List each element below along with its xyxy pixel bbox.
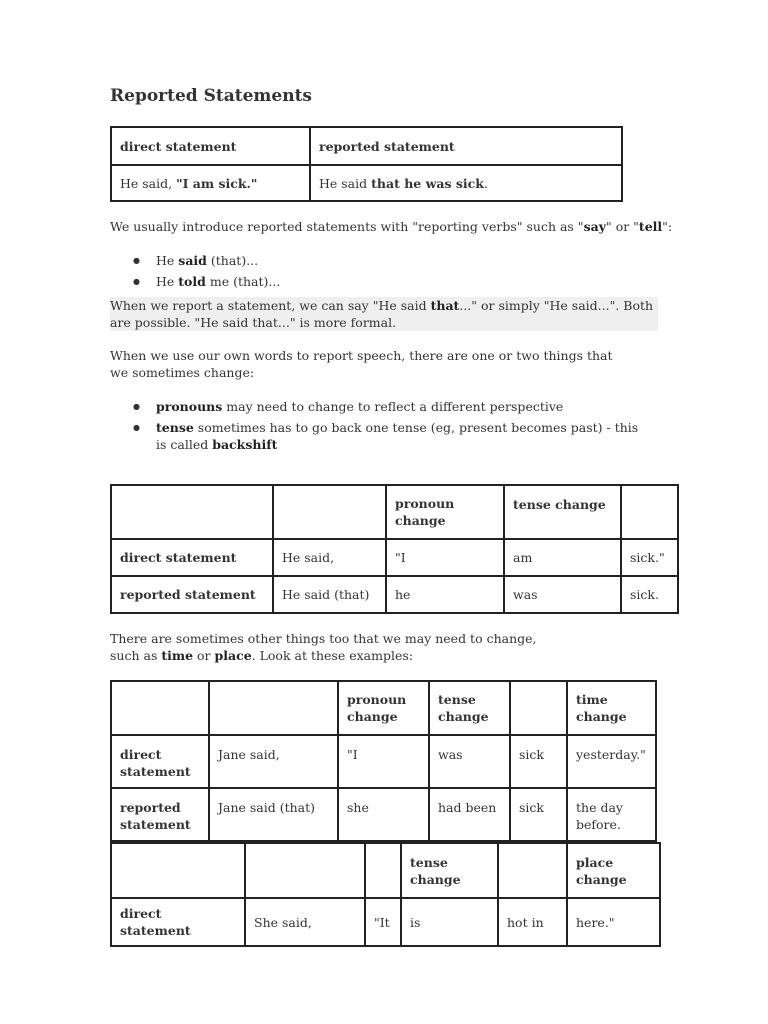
table4-header-tense: tense change (401, 843, 498, 898)
own-words-paragraph: When we use our own words to report speech, there are one or two things that we sometimes change: (110, 348, 613, 380)
table3-cell: Jane said (that) (209, 788, 338, 841)
table1-cell-direct: He said, "I am sick." (111, 165, 310, 201)
table4-header-cell (365, 843, 401, 898)
table3-header-pronoun: pronoun change (338, 681, 429, 735)
table3-cell: was (429, 735, 510, 788)
reporting-verbs-list (110, 252, 280, 294)
table3-header-cell (209, 681, 338, 735)
table4-cell: She said, (245, 898, 365, 946)
table4-cell: is (401, 898, 498, 946)
table4-header-place: place change (567, 843, 660, 898)
table2-cell: he (386, 576, 504, 613)
page-title: Reported Statements (110, 86, 312, 106)
table2-cell: direct statement (111, 539, 273, 576)
table2-cell: sick. (621, 576, 678, 613)
table2-header-tense: tense change (504, 485, 621, 539)
table3-cell: had been (429, 788, 510, 841)
table2-cell: was (504, 576, 621, 613)
list-item: ● He told me (that)... (110, 273, 280, 290)
table3-cell: sick (510, 788, 567, 841)
table4-header-cell (245, 843, 365, 898)
table3-cell: "I (338, 735, 429, 788)
table3-cell: the day before. (567, 788, 656, 841)
table2-cell: "I (386, 539, 504, 576)
table2-header-cell (621, 485, 678, 539)
table4-cell: here." (567, 898, 660, 946)
table3-header-tense: tense change (429, 681, 510, 735)
table3-cell: Jane said, (209, 735, 338, 788)
table-row (111, 576, 678, 613)
table1-header-direct: direct statement (111, 127, 310, 165)
table2-cell: He said, (273, 539, 386, 576)
table2-header-pronoun: pronoun change (386, 485, 504, 539)
table3-cell: direct statement (111, 735, 209, 788)
list-item: ● He said (that)... (110, 252, 280, 269)
table3-cell: yesterday." (567, 735, 656, 788)
list-item: ● tense sometimes has to go back one tense (eg, present becomes past) - this is called backshift (110, 419, 650, 453)
table3-header-cell (510, 681, 567, 735)
table1-cell-reported: He said that he was sick. (310, 165, 622, 201)
table4-header-cell (111, 843, 245, 898)
table3-header-cell (111, 681, 209, 735)
table2-cell: reported statement (111, 576, 273, 613)
table4-header-cell (498, 843, 567, 898)
table2-header-cell (273, 485, 386, 539)
table4-cell: "It (365, 898, 401, 946)
table-row (111, 898, 660, 946)
list-item: ● pronouns may need to change to reflect a different perspective (110, 398, 650, 415)
table3-cell: sick (510, 735, 567, 788)
table3-cell: reported statement (111, 788, 209, 841)
table-row (111, 735, 656, 788)
note-paragraph: When we report a statement, we can say "He said that..." or simply "He said...". Both are possible. "He said that..." is more formal. (110, 297, 658, 331)
table3-cell: she (338, 788, 429, 841)
table1-header-reported: reported statement (310, 127, 622, 165)
table2-header-cell (111, 485, 273, 539)
table-direct-vs-reported (110, 126, 623, 202)
intro-paragraph: We usually introduce reported statements with "reporting verbs" such as "say" or "tell": (110, 219, 673, 234)
table2-cell: He said (that) (273, 576, 386, 613)
table4-cell: hot in (498, 898, 567, 946)
table-pronoun-tense (110, 484, 679, 614)
table-row (111, 539, 678, 576)
table4-cell: direct statement (111, 898, 245, 946)
table-place-change (110, 842, 661, 947)
table-row (111, 788, 656, 841)
other-things-paragraph: There are sometimes other things too that we may need to change, such as time or place. Look at these examples: (110, 631, 537, 663)
table2-cell: am (504, 539, 621, 576)
table2-cell: sick." (621, 539, 678, 576)
changes-list (110, 398, 650, 457)
table-time-change (110, 680, 657, 842)
table3-header-time: time change (567, 681, 656, 735)
